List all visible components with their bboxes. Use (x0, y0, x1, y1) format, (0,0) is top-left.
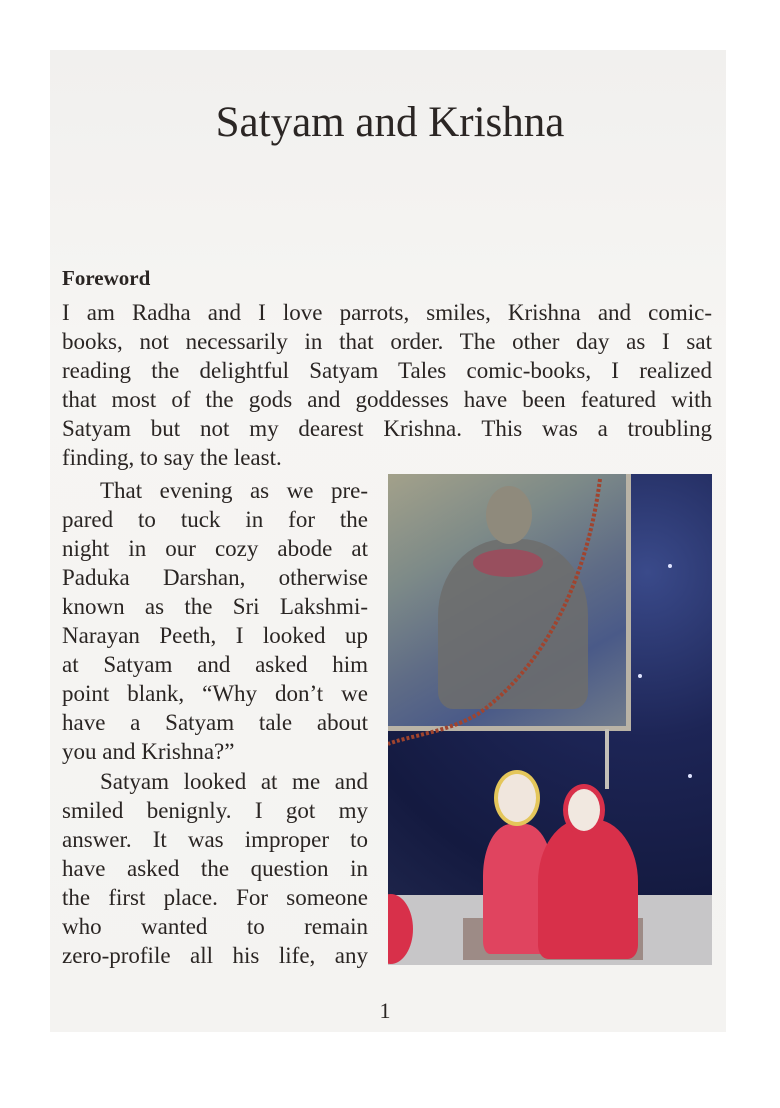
text-line: have asked the question in (62, 856, 368, 881)
page-number: 1 (379, 998, 391, 1023)
section-heading: Foreword (62, 266, 151, 290)
text-line: that most of the gods and goddesses have been featured with (62, 387, 712, 412)
text-line: Narayan Peeth, I looked up (62, 623, 368, 648)
text-line: finding, to say the least. (62, 445, 282, 470)
text-line: known as the Sri Lakshmi- (62, 594, 368, 619)
text-line: zero-profile all his life, any (62, 943, 368, 968)
text-line: have a Satyam tale about (62, 710, 368, 735)
text-line: you and Krishna?” (62, 739, 235, 764)
text-line: Satyam looked at me and (100, 769, 368, 794)
text-line: books, not necessarily in that order. The other day as I sat (62, 329, 712, 354)
text-line: night in our cozy abode at (62, 536, 368, 561)
text-line: answer. It was improper to (62, 827, 368, 852)
text-line: point blank, “Why don’t we (62, 681, 368, 706)
text-line: smiled benignly. I got my (62, 798, 368, 823)
garland (388, 474, 712, 774)
chapter-title: Satyam and Krishna (215, 99, 565, 146)
text-line: That evening as we pre- (100, 478, 368, 503)
text-line: I am Radha and I love parrots, smiles, Krishna and comic- (62, 300, 712, 325)
text-line: pared to tuck in for the (62, 507, 368, 532)
text-line: the first place. For someone (62, 885, 368, 910)
text-line: who wanted to remain (62, 914, 368, 939)
text-line: Satyam but not my dearest Krishna. This was a troubling (62, 416, 712, 441)
radha-idol (538, 819, 638, 959)
text-line: Paduka Darshan, otherwise (62, 565, 368, 590)
text-line: reading the delightful Satyam Tales comic-books, I realized (62, 358, 712, 383)
text-line: at Satyam and asked him (62, 652, 368, 677)
shrine-photo (388, 474, 712, 965)
